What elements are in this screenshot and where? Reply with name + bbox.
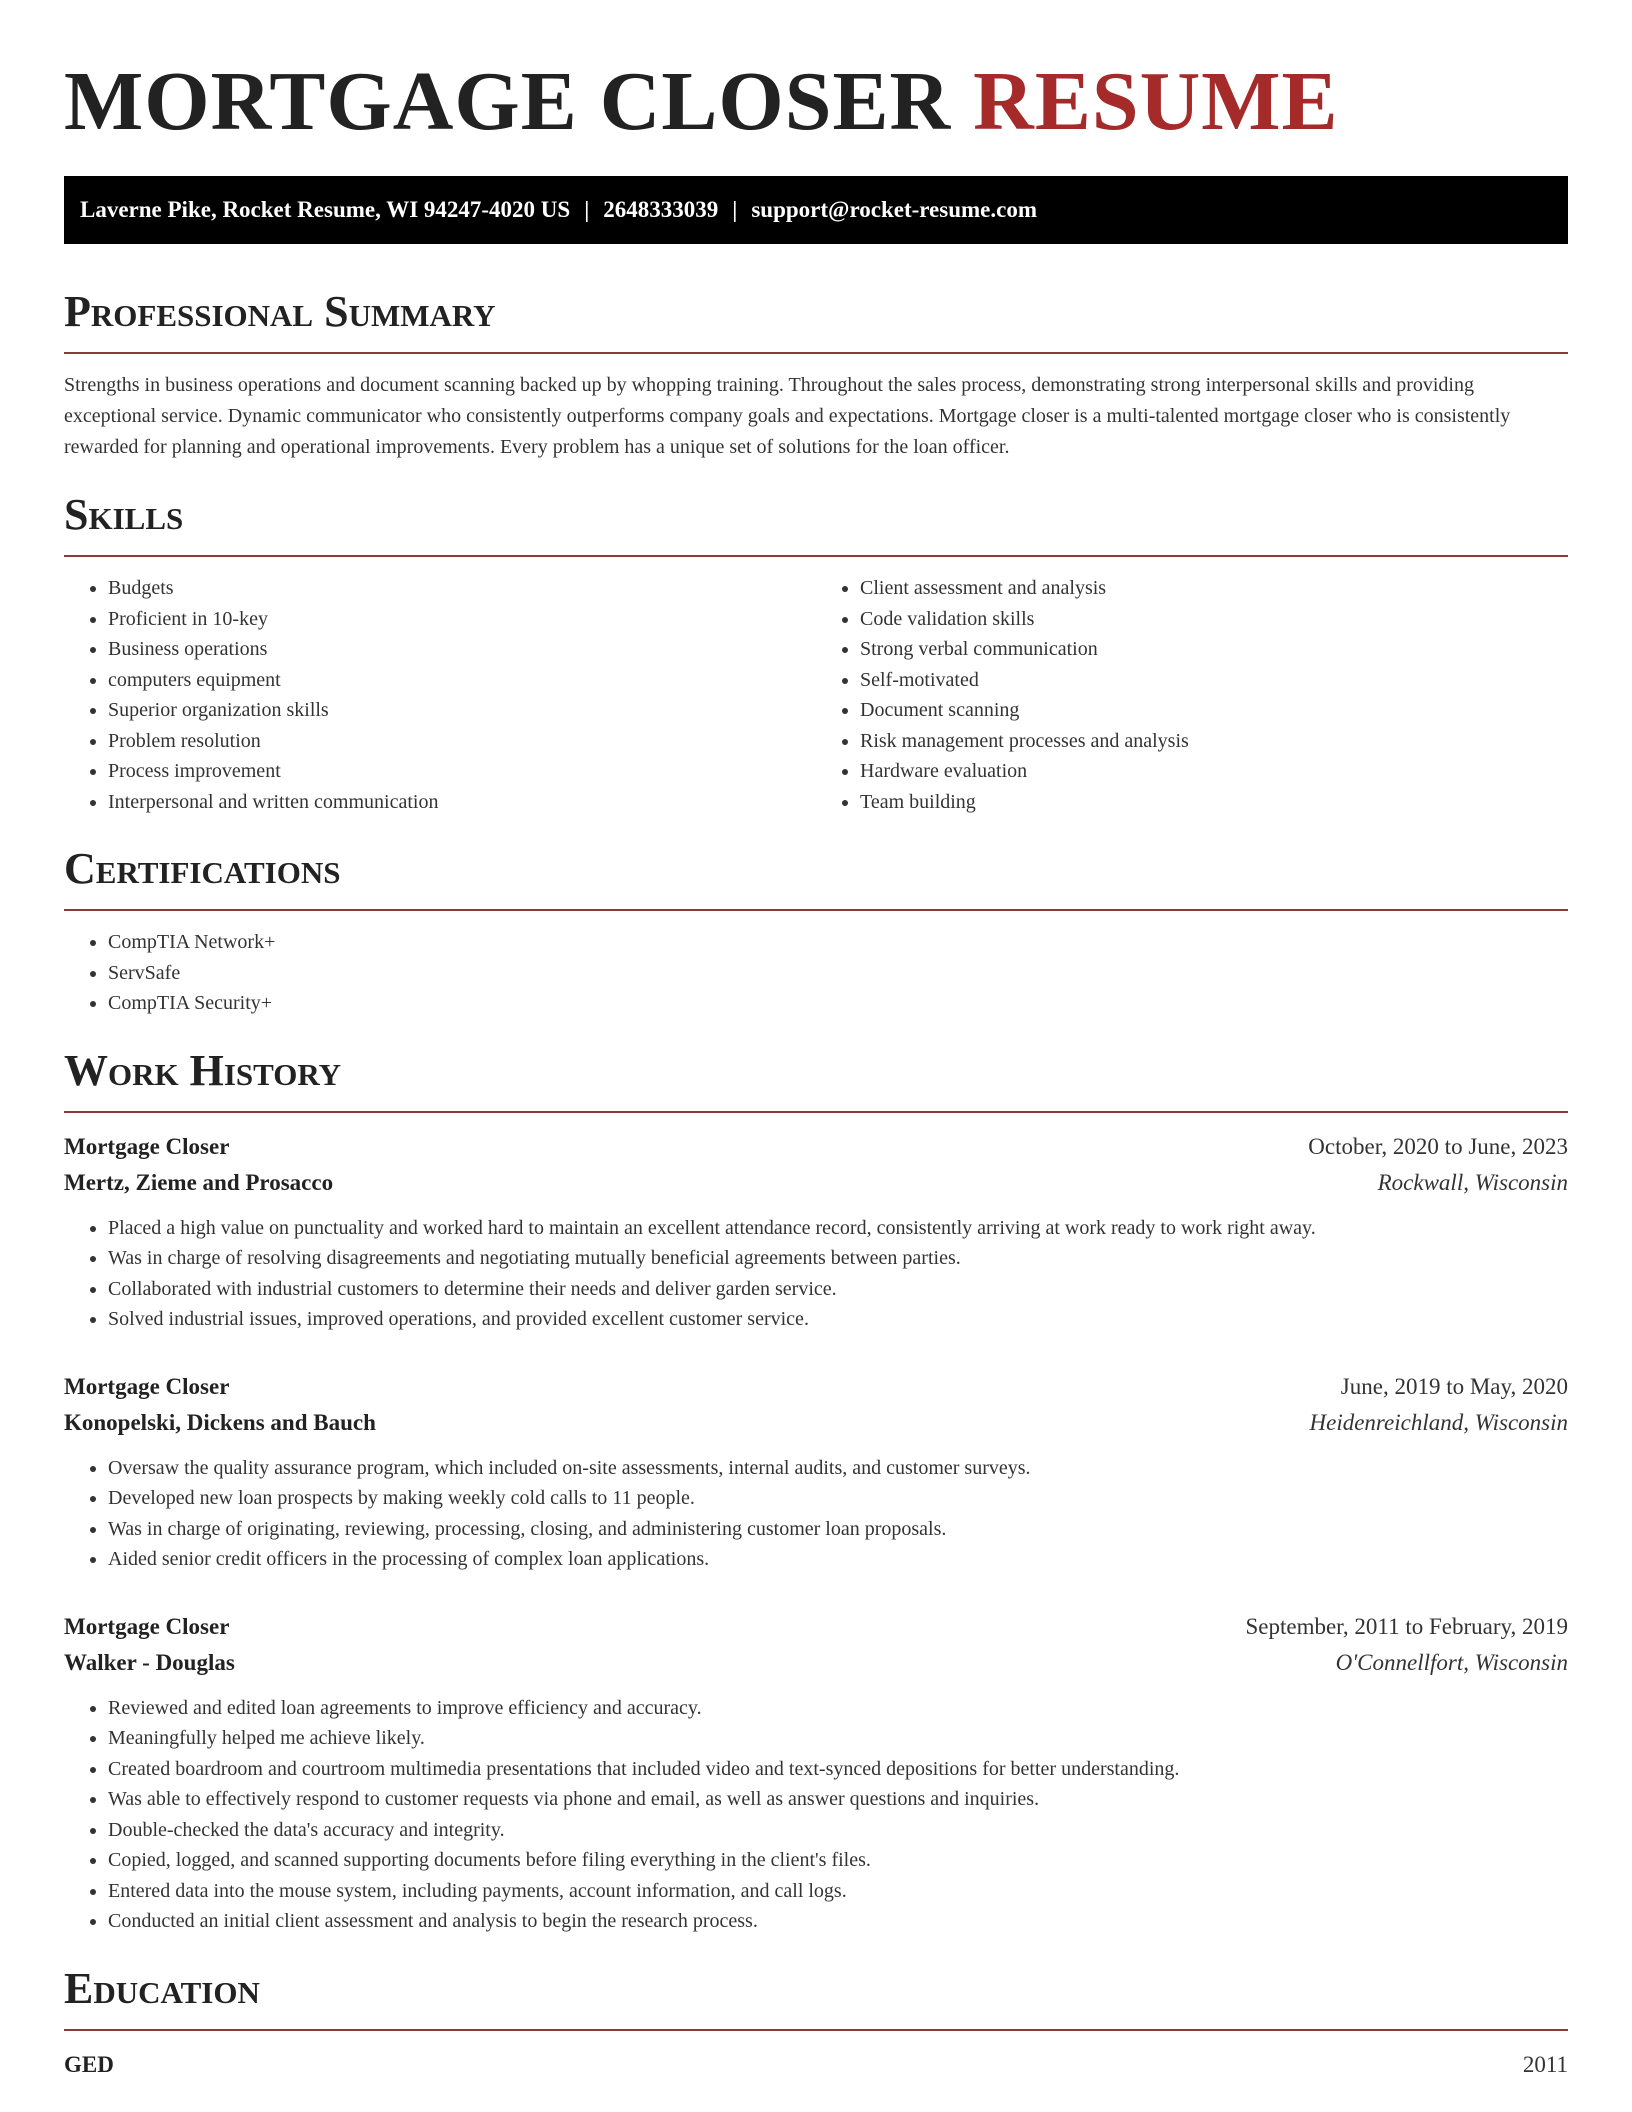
skill-item: • Budgets xyxy=(108,573,816,604)
job-entry xyxy=(64,1129,1568,1335)
work-history-heading: Work History xyxy=(64,1043,1568,1113)
skill-item: • Proficient in 10-key xyxy=(108,604,816,635)
job-entry xyxy=(64,1609,1568,1937)
job-bullet: • Was able to effectively respond to customer requests via phone and email, as well as answer questions and inquiries. xyxy=(108,1784,1568,1815)
education-row xyxy=(64,2047,1568,2083)
job-bullet: • Was in charge of originating, reviewing, processing, closing, and administering customer loan proposals. xyxy=(108,1514,1568,1545)
education-degree: GED xyxy=(64,2051,114,2077)
job-bullet: • Solved industrial issues, improved operations, and provided excellent customer service. xyxy=(108,1304,1568,1335)
skill-item: • Risk management processes and analysis xyxy=(860,726,1568,757)
job-dates: September, 2011 to February, 2019 xyxy=(1245,1613,1568,1639)
job-bullet: • Was in charge of resolving disagreements and negotiating mutually beneficial agreements between parties. xyxy=(108,1243,1568,1274)
skill-item: • Team building xyxy=(860,787,1568,818)
certification-item: • CompTIA Security+ xyxy=(108,988,1568,1019)
job-title: Mortgage Closer xyxy=(64,1133,230,1159)
skill-item: • Business operations xyxy=(108,634,816,665)
job-title: Mortgage Closer xyxy=(64,1373,230,1399)
job-bullets xyxy=(64,1213,1568,1335)
contact-email[interactable]: support@rocket-resume.com xyxy=(751,197,1037,222)
job-company-row xyxy=(64,1405,1568,1441)
skill-item: • Client assessment and analysis xyxy=(860,573,1568,604)
job-location: Rockwall, Wisconsin xyxy=(1377,1169,1568,1195)
job-bullet: • Aided senior credit officers in the processing of complex loan applications. xyxy=(108,1544,1568,1575)
job-dates: June, 2019 to May, 2020 xyxy=(1340,1373,1568,1399)
resume-title xyxy=(64,0,1568,152)
contact-address: Laverne Pike, Rocket Resume, WI 94247-4020 US xyxy=(80,197,571,222)
contact-bar xyxy=(64,176,1568,244)
job-bullet: • Placed a high value on punctuality and worked hard to maintain an excellent attendance record, consistently arriving at work ready to work right away. xyxy=(108,1213,1568,1244)
skills-heading: Skills xyxy=(64,487,1568,557)
education-entry xyxy=(64,2047,1568,2083)
job-company-row xyxy=(64,1165,1568,1201)
certification-item: • CompTIA Network+ xyxy=(108,927,1568,958)
job-bullets xyxy=(64,1453,1568,1575)
job-bullet: • Double-checked the data's accuracy and integrity. xyxy=(108,1815,1568,1846)
job-bullet: • Reviewed and edited loan agreements to improve efficiency and accuracy. xyxy=(108,1693,1568,1724)
job-company: Walker - Douglas xyxy=(64,1649,235,1675)
job-location: Heidenreichland, Wisconsin xyxy=(1309,1409,1568,1435)
job-bullet: • Created boardroom and courtroom multimedia presentations that included video and text-synced depositions for better understanding. xyxy=(108,1754,1568,1785)
job-company: Mertz, Zieme and Prosacco xyxy=(64,1169,334,1195)
skill-item: • Document scanning xyxy=(860,695,1568,726)
resume-page xyxy=(64,0,1568,2083)
education-year: 2011 xyxy=(1522,2051,1568,2077)
title-accent: RESUME xyxy=(973,55,1339,148)
job-company-row xyxy=(64,1645,1568,1681)
skill-item: • Self-motivated xyxy=(860,665,1568,696)
skills-list xyxy=(64,557,1568,817)
skill-item: • Strong verbal communication xyxy=(860,634,1568,665)
job-bullet: • Meaningfully helped me achieve likely. xyxy=(108,1723,1568,1754)
skill-item: • Problem resolution xyxy=(108,726,816,757)
skill-item: • Interpersonal and written communication xyxy=(108,787,816,818)
summary-text: Strengths in business operations and document scanning backed up by whopping training. Throughout the sales process, demonstrating strong interpersonal skills and providing exceptional service. Dynamic communicator who consistently outperforms company goals and expectations. Mortgage closer is a multi-talented mortgage closer who is consistently rewarded for planning and operational improvements. Every problem has a unique set of solutions for the loan officer. xyxy=(64,374,1511,458)
skill-item: • Superior organization skills xyxy=(108,695,816,726)
job-bullet: • Conducted an initial client assessment and analysis to begin the research process. xyxy=(108,1906,1568,1937)
job-header-row xyxy=(64,1129,1568,1165)
contact-phone: 2648333039 xyxy=(603,197,719,222)
job-bullet: • Collaborated with industrial customers to determine their needs and deliver garden service. xyxy=(108,1274,1568,1305)
job-bullet: • Copied, logged, and scanned supporting documents before filing everything in the client's files. xyxy=(108,1845,1568,1876)
job-bullets xyxy=(64,1693,1568,1937)
job-bullet: • Oversaw the quality assurance program, which included on-site assessments, internal audits, and customer surveys. xyxy=(108,1453,1568,1484)
certifications-list xyxy=(64,927,1568,1019)
skill-item: • Code validation skills xyxy=(860,604,1568,635)
skills-column-right xyxy=(816,573,1568,817)
job-header-row xyxy=(64,1609,1568,1645)
job-location: O'Connellfort, Wisconsin xyxy=(1335,1649,1568,1675)
title-main: MORTGAGE CLOSER xyxy=(64,55,952,148)
contact-separator: | xyxy=(584,197,590,222)
contact-separator: | xyxy=(732,197,738,222)
skills-column-left xyxy=(64,573,816,817)
job-title: Mortgage Closer xyxy=(64,1613,230,1639)
education-heading: Education xyxy=(64,1961,1568,2031)
job-company: Konopelski, Dickens and Bauch xyxy=(64,1409,376,1435)
job-dates: October, 2020 to June, 2023 xyxy=(1308,1133,1568,1159)
skill-item: • Hardware evaluation xyxy=(860,756,1568,787)
job-header-row xyxy=(64,1369,1568,1405)
certification-item: • ServSafe xyxy=(108,958,1568,989)
job-bullet: • Entered data into the mouse system, including payments, account information, and call logs. xyxy=(108,1876,1568,1907)
certifications-heading: Certifications xyxy=(64,841,1568,911)
job-entry xyxy=(64,1369,1568,1575)
skill-item: • Process improvement xyxy=(108,756,816,787)
job-bullet: • Developed new loan prospects by making weekly cold calls to 11 people. xyxy=(108,1483,1568,1514)
summary-heading: Professional Summary xyxy=(64,284,1568,354)
skill-item: • computers equipment xyxy=(108,665,816,696)
